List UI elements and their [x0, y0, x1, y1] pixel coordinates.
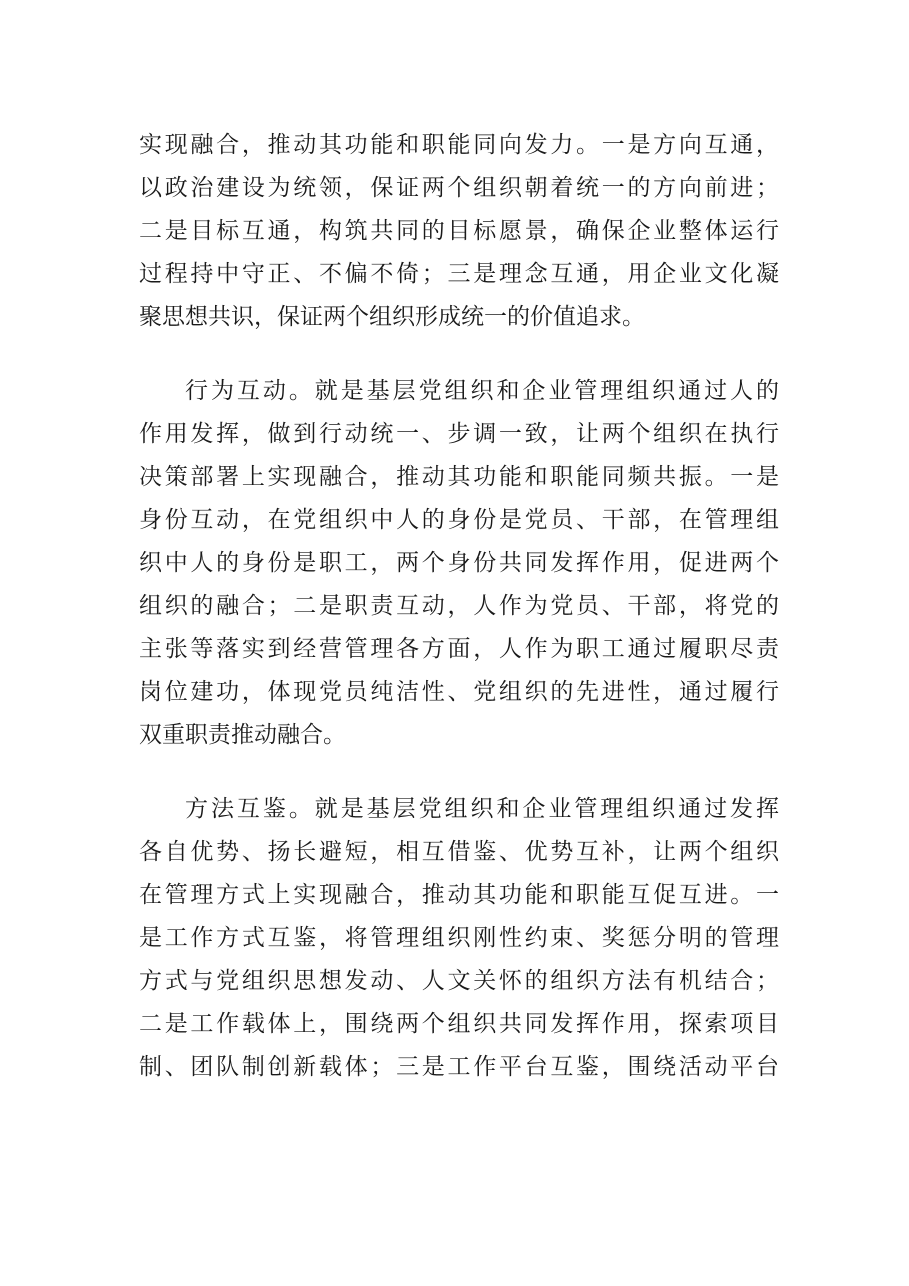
- text-line: 制、团队制创新载体；三是工作平台互鉴，围绕活动平台: [139, 1054, 779, 1080]
- text-line: 岗位建功，体现党员纯洁性、党组织的先进性，通过履行: [139, 679, 779, 705]
- text-line: 二是工作载体上，围绕两个组织共同发挥作用，探索项目: [139, 1011, 779, 1037]
- text-line: 聚思想共识，保证两个组织形成统一的价值追求。: [139, 304, 645, 330]
- text-line: 方式与党组织思想发动、人文关怀的组织方法有机结合；: [139, 968, 779, 994]
- paragraph-3: [139, 788, 779, 1089]
- text-line: 是工作方式互鉴，将管理组织刚性约束、奖惩分明的管理: [139, 925, 779, 951]
- paragraph-spacer: [139, 757, 779, 788]
- text-line: 各自优势、扬长避短，相互借鉴、优势互补，让两个组织: [139, 839, 779, 865]
- text-line: 以政治建设为统领，保证两个组织朝着统一的方向前进；: [139, 175, 779, 201]
- text-line: 在管理方式上实现融合，推动其功能和职能互促互进。一: [139, 882, 779, 908]
- text-line: 织中人的身份是职工，两个身份共同发挥作用，促进两个: [139, 550, 779, 576]
- paragraph-2: [139, 370, 779, 757]
- text-line: 行为互动。就是基层党组织和企业管理组织通过人的: [185, 378, 779, 404]
- document-body: [139, 124, 779, 1089]
- text-line: 主张等落实到经营管理各方面，人作为职工通过履职尽责: [139, 636, 779, 662]
- text-line: 双重职责推动融合。: [139, 722, 346, 748]
- text-line: 身份互动，在党组织中人的身份是党员、干部，在管理组: [139, 507, 779, 533]
- text-line: 实现融合，推动其功能和职能同向发力。一是方向互通，: [139, 132, 779, 158]
- text-line: 决策部署上实现融合，推动其功能和职能同频共振。一是: [139, 464, 779, 490]
- paragraph-spacer: [139, 339, 779, 370]
- text-line: 组织的融合；二是职责互动，人作为党员、干部，将党的: [139, 593, 779, 619]
- text-line: 二是目标互通，构筑共同的目标愿景，确保企业整体运行: [139, 218, 779, 244]
- text-line: 方法互鉴。就是基层党组织和企业管理组织通过发挥: [185, 796, 779, 822]
- text-line: 过程持中守正、不偏不倚；三是理念互通，用企业文化凝: [139, 261, 779, 287]
- paragraph-1: [139, 124, 779, 339]
- text-line: 作用发挥，做到行动统一、步调一致，让两个组织在执行: [139, 421, 779, 447]
